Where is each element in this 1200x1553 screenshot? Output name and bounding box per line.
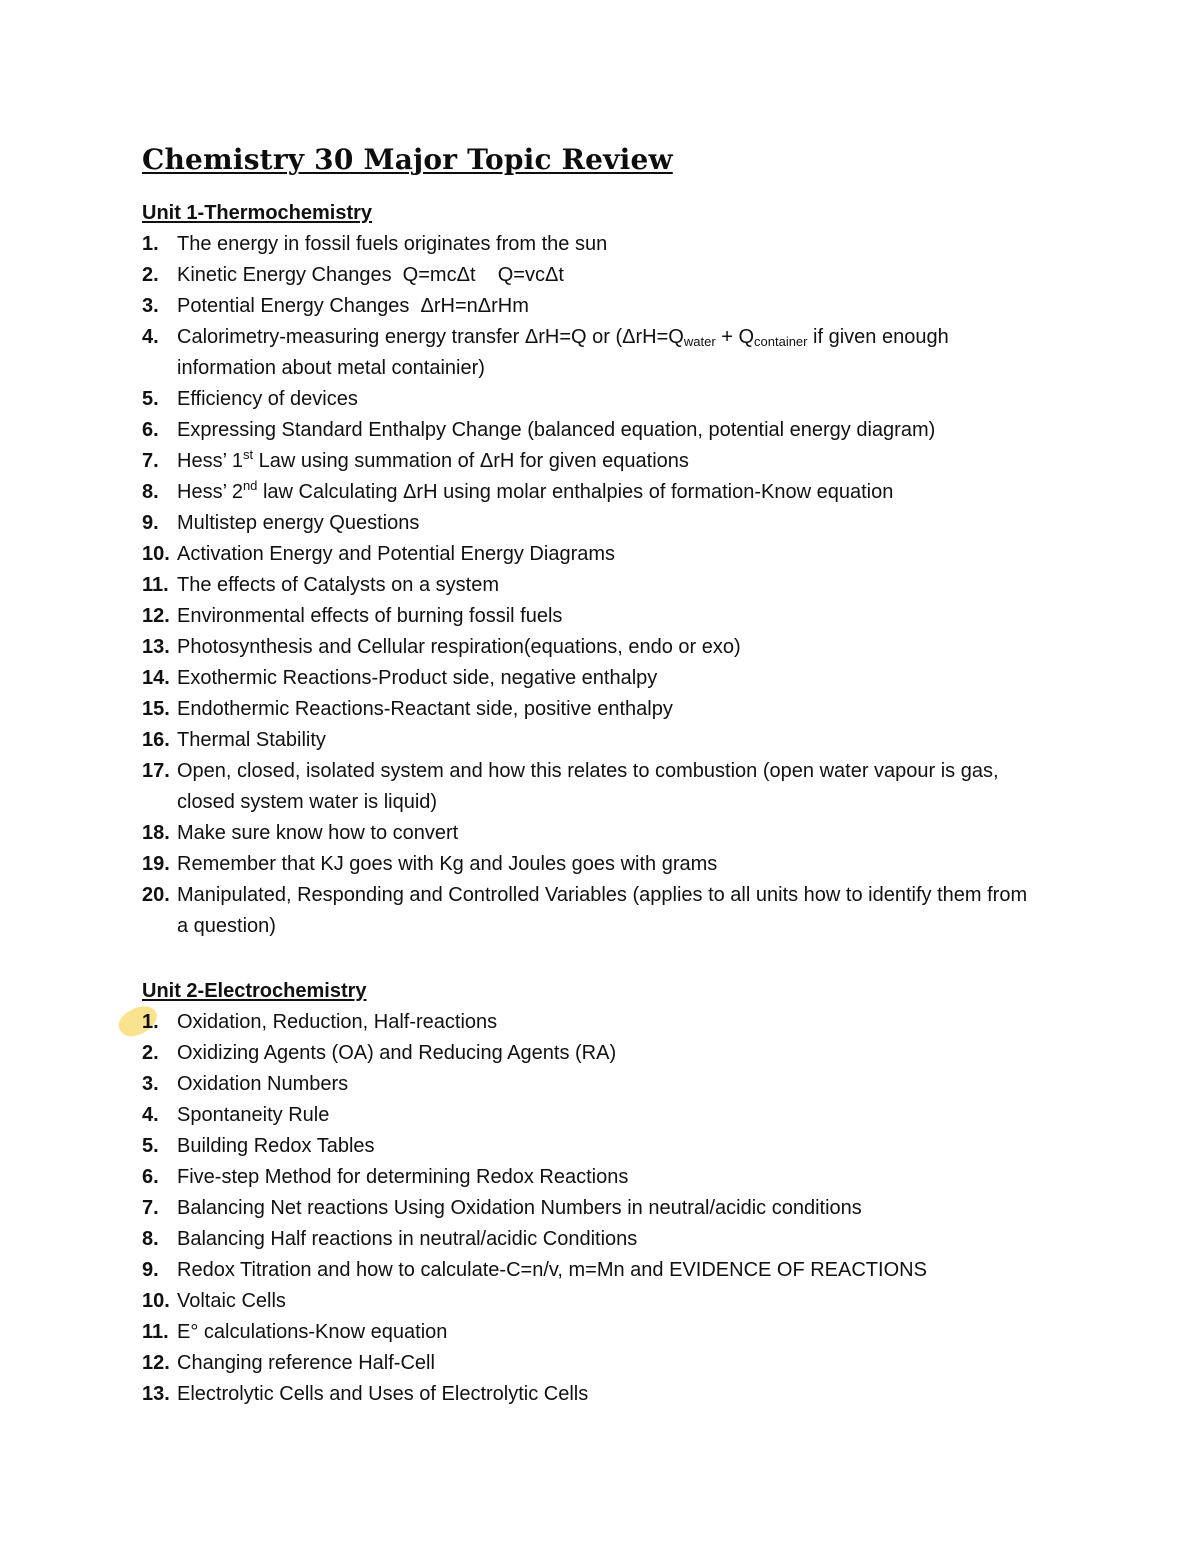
item-text: Potential Energy Changes ΔrH=nΔrHm [177,295,529,317]
list-item [142,1255,1142,1286]
item-text: Building Redox Tables [177,1135,375,1157]
list-item [142,508,1142,539]
item-number: 3. [142,295,159,317]
item-text: Exothermic Reactions-Product side, negative enthalpy [177,667,658,689]
item-text: Five-step Method for determining Redox Reactions [177,1166,629,1188]
item-number: 9. [142,1259,159,1281]
subscript-water: water [683,334,716,349]
list-item [142,477,1142,508]
page-title: Chemistry 30 Major Topic Review [142,143,673,176]
list-item [142,849,1142,880]
item-number: 16. [142,729,170,751]
item-number: 5. [142,388,159,410]
item-number: 10. [142,543,170,565]
item-text: The effects of Catalysts on a system [177,574,499,596]
list-item [142,322,1037,384]
item-text: if given enough information about metal containier) [177,326,949,379]
item-number: 18. [142,822,170,844]
item-number: 8. [142,1228,159,1250]
item-text: Oxidation, Reduction, Half-reactions [177,1011,498,1033]
list-item [142,229,1142,260]
item-text: Voltaic Cells [177,1290,286,1312]
item-number: 15. [142,698,170,720]
list-item [142,539,1142,570]
list-item [142,1007,1142,1038]
item-number: 19. [142,853,170,875]
item-text: Oxidizing Agents (OA) and Reducing Agents (RA) [177,1042,617,1064]
unit-2-topic-list [142,1007,1142,1410]
item-number: 2. [142,1042,159,1064]
item-number: 3. [142,1073,159,1095]
item-number: 12. [142,605,170,627]
list-item [142,384,1142,415]
list-item [142,880,1037,942]
item-number: 8. [142,481,159,503]
item-number: 13. [142,636,170,658]
item-number: 11. [142,1321,169,1343]
list-item [142,694,1142,725]
list-item [142,818,1142,849]
item-text: Hess’ 1 [177,450,243,472]
item-number: 11. [142,574,169,596]
item-text: The energy in fossil fuels originates from the sun [177,233,608,255]
item-text: Hess’ 2 [177,481,243,503]
item-number: 9. [142,512,159,534]
item-number: 1. [142,233,159,255]
item-text: Calorimetry-measuring energy transfer ΔrH=Q or (ΔrH=Q [177,326,684,348]
item-number: 4. [142,326,159,348]
item-number: 20. [142,884,170,906]
item-number: 14. [142,667,170,689]
list-item [142,1224,1142,1255]
item-number: 10. [142,1290,170,1312]
item-text: Activation Energy and Potential Energy Diagrams [177,543,616,565]
item-text: Environmental effects of burning fossil fuels [177,605,563,627]
unit-2-section [142,976,1142,1410]
list-item [142,756,1037,818]
list-item [142,1348,1142,1379]
item-text: Redox Titration and how to calculate-C=n/v, m=Mn and EVIDENCE OF REACTIONS [177,1259,927,1281]
item-number: 4. [142,1104,159,1126]
list-item [142,1286,1142,1317]
superscript: st [242,447,254,462]
unit-1-topic-list [142,229,1142,942]
list-item [142,1038,1142,1069]
item-number: 7. [142,1197,159,1219]
item-number: 17. [142,760,170,782]
item-number: 1. [142,1011,159,1033]
item-text: Kinetic Energy Changes Q=mcΔt Q=vcΔt [177,264,564,286]
item-number: 13. [142,1383,170,1405]
item-text: Oxidation Numbers [177,1073,349,1095]
item-text: Thermal Stability [177,729,326,751]
item-text: Make sure know how to convert [177,822,459,844]
item-text: Changing reference Half-Cell [177,1352,435,1374]
item-text: Balancing Net reactions Using Oxidation Numbers in neutral/acidic conditions [177,1197,862,1219]
item-number: 12. [142,1352,170,1374]
item-number: 2. [142,264,159,286]
list-item [142,1069,1142,1100]
list-item [142,291,1142,322]
item-text: Multistep energy Questions [177,512,420,534]
list-item [142,601,1142,632]
list-item [142,1162,1142,1193]
list-item [142,446,1142,477]
subscript-container: container [754,334,808,349]
unit-1-heading: Unit 1-Thermochemistry [142,202,373,224]
list-item [142,725,1142,756]
item-text: E° calculations-Know equation [177,1321,448,1343]
item-text: Electrolytic Cells and Uses of Electrolytic Cells [177,1383,589,1405]
list-item [142,260,1142,291]
item-text: Efficiency of devices [177,388,358,410]
list-item [142,570,1142,601]
list-item [142,1379,1142,1410]
item-number: 6. [142,1166,159,1188]
item-number: 7. [142,450,159,472]
list-item [142,1193,1142,1224]
list-item [142,1100,1142,1131]
unit-1-section [142,198,1142,942]
item-text: Photosynthesis and Cellular respiration(equations, endo or exo) [177,636,741,658]
item-text: Remember that KJ goes with Kg and Joules goes with grams [177,853,718,875]
item-text: Spontaneity Rule [177,1104,330,1126]
item-number: 6. [142,419,159,441]
list-item [142,1131,1142,1162]
superscript: nd [242,478,258,493]
item-text: law Calculating ΔrH using molar enthalpies of formation-Know equation [257,481,894,503]
item-text: Open, closed, isolated system and how this relates to combustion (open water vapour is gas, closed system water is liquid) [177,760,999,813]
item-text: Law using summation of ΔrH for given equations [253,450,689,472]
list-item [142,663,1142,694]
list-item [142,1317,1142,1348]
item-text: Balancing Half reactions in neutral/acidic Conditions [177,1228,638,1250]
item-text: Expressing Standard Enthalpy Change (balanced equation, potential energy diagram) [177,419,936,441]
item-text: Manipulated, Responding and Controlled Variables (applies to all units how to identify them from a question) [177,884,1028,937]
unit-2-heading: Unit 2-Electrochemistry [142,980,367,1002]
item-text: Endothermic Reactions-Reactant side, positive enthalpy [177,698,673,720]
item-number: 5. [142,1135,159,1157]
list-item [142,632,1142,663]
item-text: + Q [715,326,755,348]
list-item [142,415,1142,446]
